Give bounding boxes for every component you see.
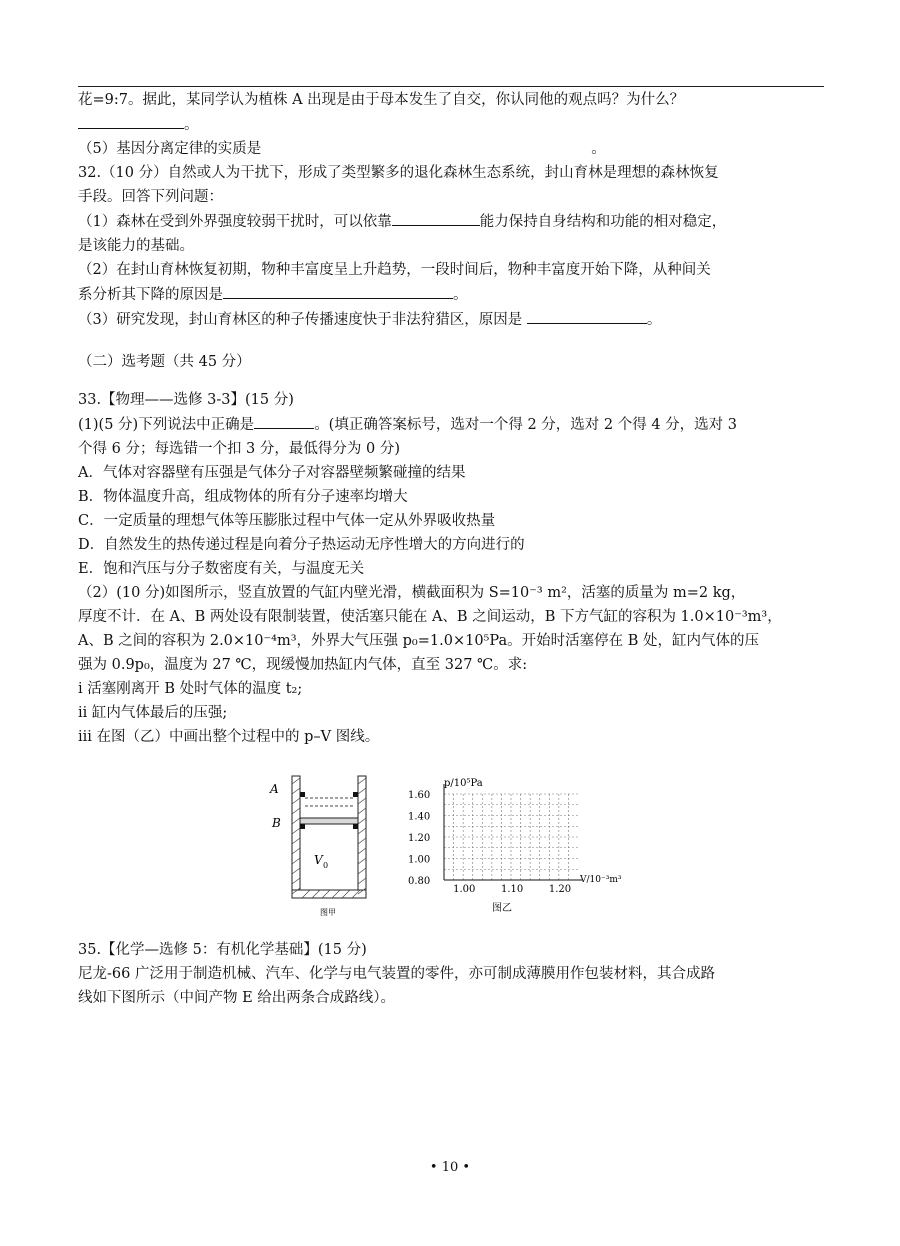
q33-sub-iii: iii 在图（乙）中画出整个过程中的 p–V 图线。: [78, 729, 380, 745]
q33-part2-line4: 强为 0.9p₀，温度为 27 ℃，现缓慢加热缸内气体，直至 327 ℃。求:: [78, 657, 528, 673]
q33-sub-ii: ii 缸内气体最后的压强;: [78, 705, 228, 721]
q31-line2-end: 。: [184, 117, 199, 133]
page-content: [78, 88, 824, 749]
q32-stem1: 32.（10 分）自然或人为干扰下，形成了类型繁多的退化森林生态系统，封山育林是理想的森林恢复: [78, 165, 719, 181]
y-tick-label: 1.60: [408, 790, 431, 801]
chart-grid: [444, 794, 578, 880]
q32-part1: [78, 209, 824, 234]
figure-a-caption: 图甲: [320, 908, 336, 917]
y-tick-label: 1.00: [408, 854, 431, 866]
q33-part2-line1: （2）(10 分)如图所示，竖直放置的气缸内壁光滑，横截面积为 S=10⁻³ m²，活塞的质量为 m=2 kg，: [78, 585, 746, 601]
stop-b-left: [300, 824, 305, 829]
chart-xlabel: V/10⁻³m³: [580, 875, 622, 885]
pv-chart: [404, 770, 624, 920]
q32-part2-b: [78, 282, 824, 307]
q33-part2-line2: 厚度不计．在 A、B 两处设有限制装置，使活塞只能在 A、B 之间运动，B 下方气缸的容积为 1.0×10⁻³m³，: [78, 609, 782, 625]
cylinder-left-wall: [292, 776, 300, 898]
q31-part5-text: （5）基因分离定律的实质是: [78, 141, 262, 157]
piston: [300, 818, 358, 824]
q35-line2: 线如下图所示（中间产物 E 给出两条合成路线）。: [78, 990, 396, 1006]
chart-caption: 图乙: [492, 903, 512, 914]
figures: [262, 770, 622, 920]
label-b: B: [272, 816, 281, 830]
label-v0-sub: 0: [323, 861, 329, 870]
chart-tick-labels: [408, 790, 571, 895]
q33-part1-c: 个得 6 分；每选错一个扣 3 分，最低得分为 0 分): [78, 441, 400, 457]
answer-blank[interactable]: [223, 282, 453, 299]
q32-part1-b: 能力保持自身结构和功能的相对稳定，: [479, 214, 727, 230]
q32-part3: [78, 307, 824, 332]
page-number: • 10 •: [429, 1160, 471, 1175]
section-heading: （二）选考题（共 45 分）: [78, 354, 251, 370]
q33-title: 33.【物理——选修 3-3】(15 分): [78, 392, 294, 408]
x-tick-label: 1.20: [548, 884, 572, 895]
answer-blank[interactable]: [392, 209, 480, 226]
answer-blank[interactable]: [78, 112, 184, 129]
q32-part1-a: （1）森林在受到外界强度较弱干扰时，可以依靠: [78, 214, 392, 230]
q32-part2-end: 。: [453, 287, 468, 303]
y-tick-label: 1.40: [408, 811, 431, 823]
option-a: A．气体对容器壁有压强是气体分子对容器壁频繁碰撞的结果: [78, 465, 466, 481]
q35-block: [78, 938, 824, 1010]
q32-part3-end: 。: [646, 312, 662, 328]
answer-blank[interactable]: [527, 307, 647, 324]
stop-b-right: [353, 824, 358, 829]
cylinder-right-wall: [358, 776, 366, 898]
cylinder-figure: [262, 770, 382, 920]
y-tick-label: 0.80: [408, 876, 431, 887]
q33-part1-b: 。(填正确答案标号，选对一个得 2 分，选对 2 个得 4 分，选对 3: [314, 417, 738, 433]
q31-part5-end: 。: [591, 141, 606, 157]
answer-blank[interactable]: [254, 412, 314, 429]
q33-part2-line3: A、B 之间的容积为 2.0×10⁻⁴m³，外界大气压强 p₀=1.0×10⁵Pa。开始时活塞停在 B 处，缸内气体的压: [78, 633, 759, 649]
q33-part1-a: (1)(5 分)下列说法中正确是: [78, 417, 255, 433]
chart-axes: [444, 784, 582, 880]
q32-part1-c: 是该能力的基础。: [78, 238, 194, 254]
stop-a-right: [353, 792, 358, 797]
q32-part2-a: （2）在封山育林恢复初期，物种丰富度呈上升趋势，一段时间后，物种丰富度开始下降，从种间关: [78, 262, 711, 278]
chart-ylabel: p/10⁵Pa: [444, 778, 483, 789]
q33-part1: [78, 412, 824, 437]
label-v0: V: [314, 853, 323, 867]
option-b: B．物体温度升高，组成物体的所有分子速率均增大: [78, 489, 408, 505]
x-tick-label: 1.10: [501, 884, 524, 895]
stop-a-left: [300, 792, 305, 797]
q32-part3-text: （3）研究发现，封山育林区的种子传播速度快于非法狩猎区，原因是: [78, 312, 523, 328]
option-e: E．饱和汽压与分子数密度有关，与温度无关: [78, 561, 365, 577]
q32-stem2: 手段。回答下列问题：: [78, 189, 223, 205]
q35-line1: 尼龙-66 广泛用于制造机械、汽车、化学与电气装置的零件，亦可制成薄膜用作包装材料，其合成路: [78, 966, 715, 982]
q31-line1: 花=9:7。据此，某同学认为植株 A 出现是由于母本发生了自交，你认同他的观点吗？为什么？: [78, 92, 685, 108]
q33-sub-i: i 活塞刚离开 B 处时气体的温度 t₂;: [78, 681, 303, 697]
option-d: D．自然发生的热传递过程是向着分子热运动无序性增大的方向进行的: [78, 537, 525, 553]
q31-part5: [78, 137, 824, 161]
q32-part2-b-text: 系分析其下降的原因是: [78, 287, 223, 303]
option-c: C．一定质量的理想气体等压膨胀过程中气体一定从外界吸收热量: [78, 513, 496, 529]
y-tick-label: 1.20: [408, 833, 431, 844]
label-a: A: [270, 782, 279, 796]
q31-line2: [78, 112, 824, 137]
top-rule: [78, 86, 824, 87]
q35-title: 35.【化学—选修 5：有机化学基础】(15 分): [78, 942, 367, 958]
x-tick-label: 1.00: [453, 884, 476, 895]
